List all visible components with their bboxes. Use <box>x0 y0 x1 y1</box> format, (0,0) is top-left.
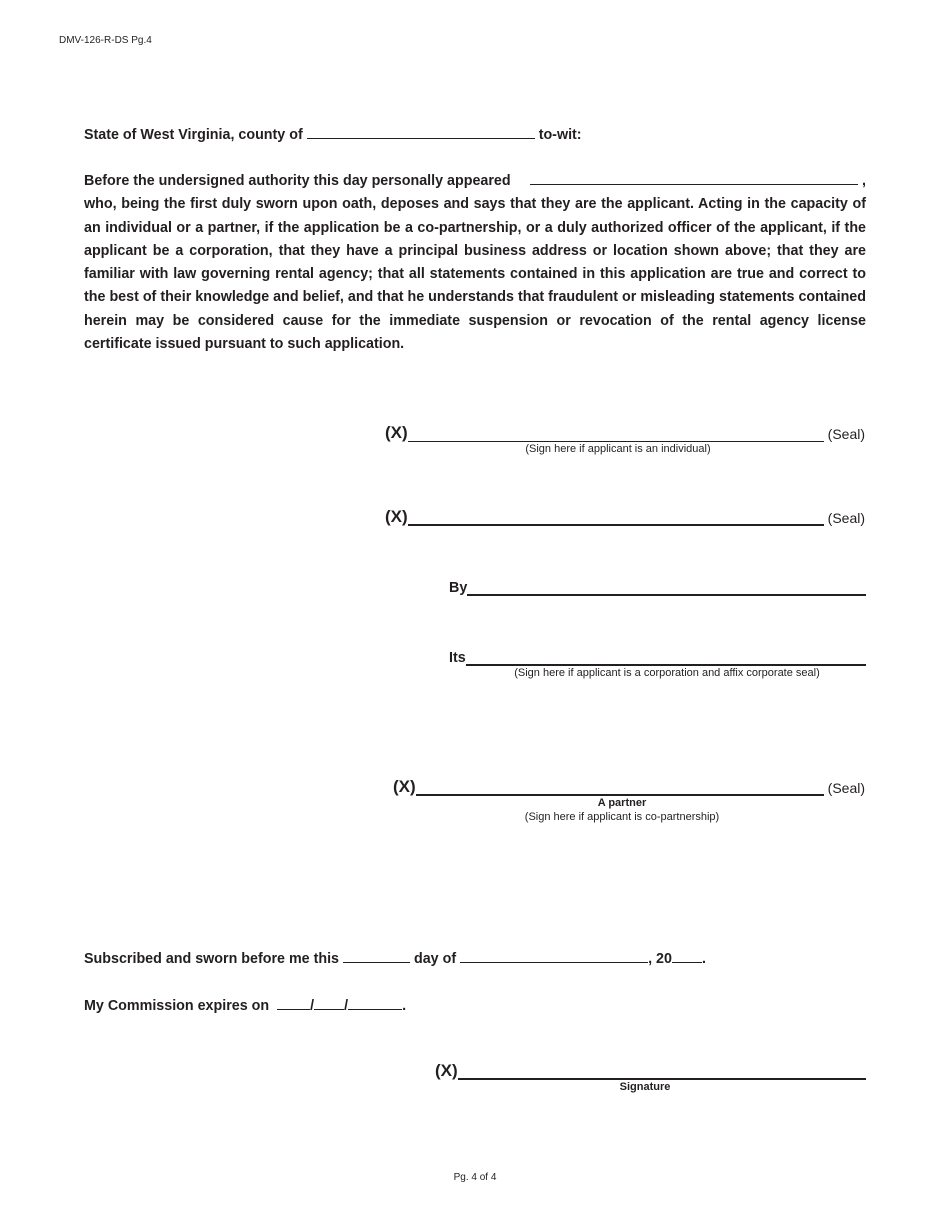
oath-paragraph <box>84 170 866 356</box>
by-field[interactable] <box>467 580 866 596</box>
date-slash: / <box>344 998 349 1014</box>
month-field[interactable] <box>460 948 648 963</box>
seal-label: (Seal) <box>827 510 866 526</box>
corporation-signature-field[interactable] <box>408 510 824 526</box>
venue-line <box>84 124 582 143</box>
commission-label: My Commission expires on <box>84 998 270 1014</box>
corporation-caption: (Sign here if applicant is a corporation and affix corporate seal) <box>514 667 820 679</box>
individual-signature-row <box>385 424 866 442</box>
appeared-name-field[interactable] <box>530 170 858 185</box>
commission-period: . <box>402 998 407 1014</box>
partner-caption: (Sign here if applicant is co-partnership) <box>524 811 720 823</box>
oath-body: who, being the first duly sworn upon oath, deposes and says that they are the applicant. Acting in the capacity of an individual or a partner, if the application be a co-partnership, or a duly authorized officer of the applicant, if the applicant be a corporation, that they have a principal business address or location shown above; that they are familiar with law governing rental agency; that all statements contained in this application are true and correct to the best of their knowledge and belief, and that he understands that fraudulent or misleading statements contained herein may be considered cause for the immediate suspension or revocation of the rental agency license certificate issued pursuant to such application. <box>84 196 866 353</box>
commission-year-field[interactable] <box>348 995 402 1010</box>
partner-label: A partner <box>597 797 647 809</box>
subscribed-line <box>84 948 706 967</box>
signature-x-mark: (X) <box>435 1061 458 1080</box>
seal-label: (Seal) <box>827 780 866 796</box>
day-field[interactable] <box>343 948 410 963</box>
individual-caption: (Sign here if applicant is an individual) <box>525 443 711 455</box>
notary-signature-row <box>435 1062 866 1080</box>
its-row <box>449 650 866 666</box>
its-field[interactable] <box>466 650 866 666</box>
corporation-signature-row <box>385 508 866 526</box>
year-field[interactable] <box>672 948 702 963</box>
date-slash: / <box>310 998 315 1014</box>
commission-month-field[interactable] <box>277 995 310 1010</box>
day-of-label: day of <box>413 951 457 967</box>
subscribed-prefix: Subscribed and sworn before me this <box>84 951 340 967</box>
year-prefix: , 20 <box>648 951 672 967</box>
oath-lead: Before the undersigned authority this day personally appeared <box>84 173 511 189</box>
seal-label: (Seal) <box>827 426 866 442</box>
signature-x-mark: (X) <box>393 777 416 796</box>
page-number: Pg. 4 of 4 <box>453 1172 497 1183</box>
venue-prefix: State of West Virginia, county of <box>84 127 303 143</box>
individual-signature-field[interactable] <box>408 427 824 442</box>
county-field[interactable] <box>307 124 535 139</box>
partner-signature-field[interactable] <box>416 780 824 796</box>
partner-signature-row <box>393 778 866 796</box>
by-row <box>449 580 866 596</box>
subscribed-period: . <box>701 951 706 967</box>
notary-signature-field[interactable] <box>458 1064 866 1080</box>
its-label: Its <box>449 650 466 666</box>
venue-suffix: to-wit: <box>538 127 582 143</box>
signature-x-mark: (X) <box>385 507 408 526</box>
signature-label: Signature <box>619 1081 671 1093</box>
commission-day-field[interactable] <box>314 995 344 1010</box>
oath-comma: , <box>862 173 866 189</box>
signature-x-mark: (X) <box>385 423 408 442</box>
commission-line <box>84 995 406 1014</box>
form-id: DMV-126-R-DS Pg.4 <box>59 35 152 46</box>
by-label: By <box>449 580 468 596</box>
